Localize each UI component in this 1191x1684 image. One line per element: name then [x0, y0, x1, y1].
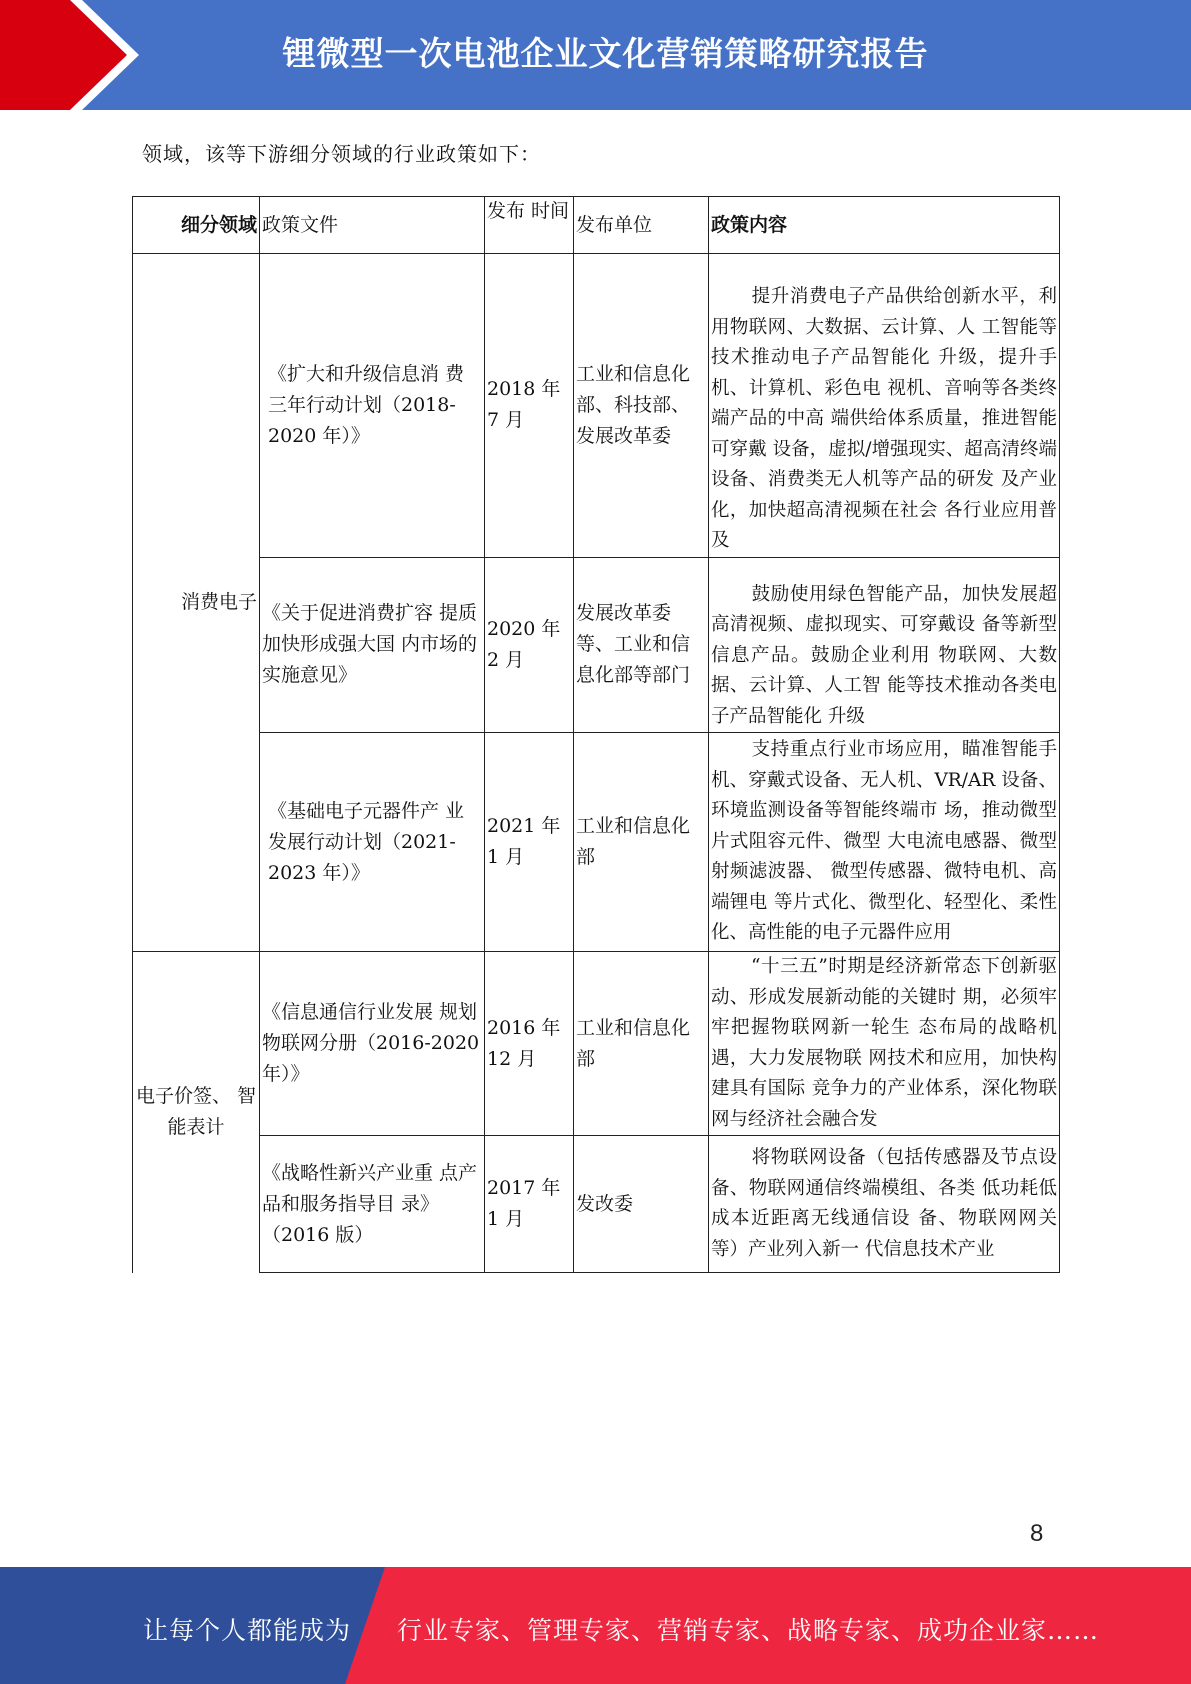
document-cell: 《战略性新兴产业重 点产品和服务指导目 录》（2016 版）	[260, 1136, 485, 1273]
document-cell: 《基础电子元器件产 业发展行动计划（2021-2023 年）》	[260, 733, 485, 952]
issuer-cell: 工业和信息化部	[574, 733, 709, 952]
date-cell: 2020 年 2 月	[485, 557, 574, 733]
date-cell: 2018 年 7 月	[485, 254, 574, 558]
header-issuer: 发布单位	[574, 197, 709, 254]
table-row	[133, 557, 1060, 733]
issuer-cell: 发展改革委等、工业和信息化部等部门	[574, 557, 709, 733]
date-cell: 2017 年 1 月	[485, 1136, 574, 1273]
header-segment: 细分领域	[133, 197, 260, 254]
content-cell: “十三五”时期是经济新常态下创新驱动、形成发展新动能的关键时 期，必须牢牢把握物联网新一轮生 态布局的战略机遇，大力发展物联 网技术和应用，加快构建具有国际 竞争力的产业体系，深化物联网与经济社会融合发	[709, 952, 1060, 1136]
policy-table	[132, 196, 1060, 1273]
intro-text: 领域，该等下游细分领域的行业政策如下：	[142, 142, 541, 166]
issuer-cell: 工业和信息化部	[574, 952, 709, 1136]
table-row	[133, 733, 1060, 952]
document-cell: 《扩大和升级信息消 费三年行动计划（2018-2020 年）》	[260, 254, 485, 558]
segment-cell: 电子价签、 智能表计	[133, 952, 260, 1273]
date-cell: 2016 年 12 月	[485, 952, 574, 1136]
content-cell: 提升消费电子产品供给创新水平，利用物联网、大数据、云计算、人 工智能等技术推动电子产品智能化 升级，提升手机、计算机、彩色电 视机、音响等各类终端产品的中高 端供给体系质量，推进智能可穿戴 设备，虚拟/增强现实、超高清终端 设备、消费类无人机等产品的研发 及产业化，加快超高清视频在社会 各行业应用普及	[709, 254, 1060, 558]
page-number: 8	[1030, 1520, 1044, 1547]
table-row	[133, 952, 1060, 1136]
page-footer	[0, 1567, 1191, 1684]
footer-slogan-right: 行业专家、管理专家、营销专家、战略专家、成功企业家……	[397, 1616, 1100, 1645]
header-date: 发布 时间	[485, 197, 574, 254]
content-cell: 支持重点行业市场应用，瞄准智能手机、穿戴式设备、无人机、VR/AR 设备、环境监测设备等智能终端市 场，推动微型片式阻容元件、微型 大电流电感器、微型射频滤波器、 微型传感器、微特电机、高端锂电 等片式化、微型化、轻型化、柔性 化、高性能的电子元器件应用	[709, 733, 1060, 952]
table-row	[133, 254, 1060, 558]
table-header-row	[133, 197, 1060, 254]
page-header	[0, 0, 1191, 110]
table-row	[133, 1136, 1060, 1273]
footer-slogan-left: 让每个人都能成为	[143, 1616, 352, 1645]
segment-cell: 消费电子	[133, 254, 260, 952]
document-cell: 《信息通信行业发展 规划物联网分册（2016-2020 年）》	[260, 952, 485, 1136]
header-content: 政策内容	[709, 197, 1060, 254]
document-cell: 《关于促进消费扩容 提质加快形成强大国 内市场的实施意见》	[260, 557, 485, 733]
date-cell: 2021 年 1 月	[485, 733, 574, 952]
report-title: 锂微型一次电池企业文化营销策略研究报告	[282, 34, 929, 73]
content-cell: 鼓励使用绿色智能产品，加快发展超高清视频、虚拟现实、可穿戴设 备等新型信息产品。鼓励企业利用 物联网、大数据、云计算、人工智 能等技术推动各类电子产品智能化 升级	[709, 557, 1060, 733]
header-document: 政策文件	[260, 197, 485, 254]
issuer-cell: 工业和信息化部、科技部、发展改革委	[574, 254, 709, 558]
issuer-cell: 发改委	[574, 1136, 709, 1273]
content-cell: 将物联网设备（包括传感器及节点设备、物联网通信终端模组、各类 低功耗低成本近距离无线通信设 备、物联网网关等）产业列入新一 代信息技术产业	[709, 1136, 1060, 1273]
